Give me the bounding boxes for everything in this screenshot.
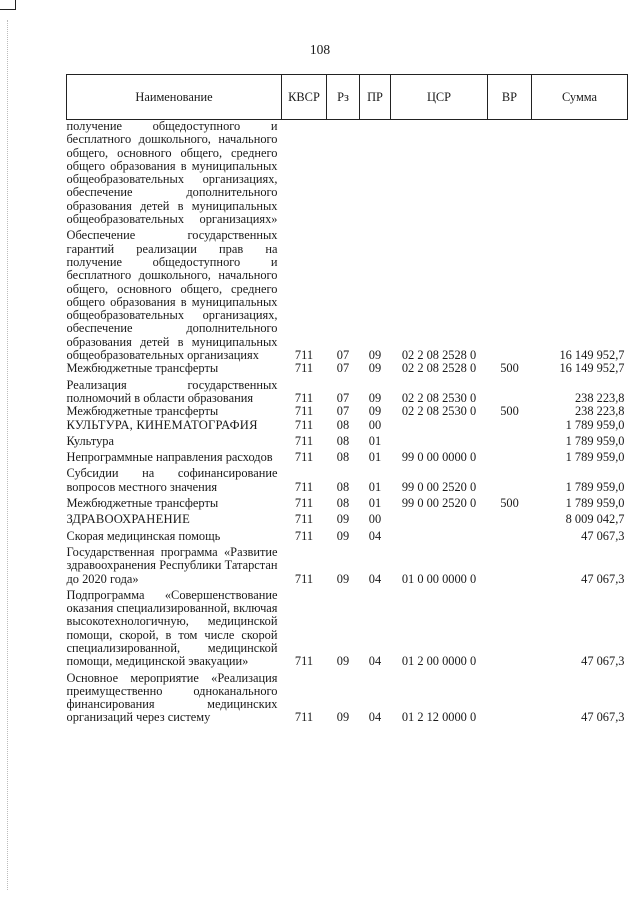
header-csr: ЦСР (391, 75, 488, 120)
row-csr (391, 527, 488, 543)
row-vr (488, 419, 532, 432)
table-row (67, 419, 628, 432)
row-sum: 1 789 959,0 (565, 450, 625, 465)
table-row (67, 432, 628, 448)
row-csr (391, 432, 488, 448)
row-csr: 02 2 08 2528 0 (401, 361, 477, 376)
table-row (67, 494, 628, 510)
row-pr: 01 (368, 450, 382, 465)
row-vr (488, 226, 532, 362)
row-pr: 04 (368, 654, 382, 669)
row-pr: 09 (368, 361, 382, 376)
row-kvsr: 711 (294, 361, 314, 376)
row-csr: 99 0 00 2520 0 (401, 479, 477, 494)
row-kvsr: 711 (294, 417, 314, 432)
row-vr (488, 527, 532, 543)
row-vr (488, 464, 532, 494)
budget-table (66, 74, 628, 725)
row-name: Государственная программа «Развитие здравоохранения Республики Татарстан до 2020 года» (66, 544, 278, 586)
row-name: Межбюджетные трансферты (66, 404, 219, 419)
row-vr (488, 376, 532, 406)
row-pr: 00 (368, 417, 382, 432)
row-pr: 04 (368, 528, 382, 543)
row-name: ЗДРАВООХРАНЕНИЕ (66, 512, 190, 527)
row-name: Межбюджетные трансферты (66, 361, 219, 376)
row-rz: 08 (336, 433, 350, 448)
row-name: Скорая медицинская помощь (66, 528, 221, 543)
table-row (67, 448, 628, 464)
row-sum: 238 223,8 (574, 390, 625, 405)
row-rz: 07 (336, 348, 350, 363)
row-sum: 16 149 952,7 (559, 361, 625, 376)
row-name: Подпрограмма «Совершенствование оказания специализированной, включая высокотехнологичную, медицинской помощи, скорой, в том числе скорой специализированной, медицинской помощи, медицинской эвакуации» (66, 587, 278, 669)
row-csr: 01 2 00 0000 0 (401, 654, 477, 669)
row-name: Субсидии на софинансирование вопросов местного значения (66, 466, 278, 494)
row-pr (360, 120, 391, 227)
row-kvsr (282, 120, 327, 227)
row-rz: 08 (336, 417, 350, 432)
row-sum: 1 789 959,0 (565, 496, 625, 511)
row-rz: 07 (336, 404, 350, 419)
row-kvsr: 711 (294, 450, 314, 465)
row-sum: 1 789 959,0 (565, 417, 625, 432)
row-vr (488, 432, 532, 448)
row-sum: 16 149 952,7 (559, 348, 625, 363)
table-header-row (67, 75, 628, 120)
row-name: Реализация государственных полномочий в области образования (66, 377, 278, 405)
row-kvsr: 711 (294, 571, 314, 586)
row-csr (391, 510, 488, 526)
row-kvsr: 711 (294, 512, 314, 527)
row-pr: 00 (368, 512, 382, 527)
row-rz: 08 (336, 450, 350, 465)
row-name: КУЛЬТУРА, КИНЕМАТОГРАФИЯ (66, 417, 258, 432)
row-pr: 01 (368, 433, 382, 448)
page-number: 108 (309, 42, 331, 57)
table-row (67, 226, 628, 362)
row-sum: 47 067,3 (581, 710, 625, 725)
table-row (67, 120, 628, 227)
table-row (67, 543, 628, 586)
row-csr (391, 419, 488, 432)
row-vr (488, 543, 532, 586)
table-row (67, 376, 628, 406)
row-vr: 500 (500, 404, 519, 419)
row-kvsr: 711 (294, 390, 314, 405)
table-row (67, 586, 628, 669)
row-rz: 08 (336, 479, 350, 494)
row-kvsr: 711 (294, 654, 314, 669)
row-sum: 8 009 042,7 (565, 512, 625, 527)
row-kvsr: 711 (294, 479, 314, 494)
row-sum: 47 067,3 (581, 654, 625, 669)
row-pr: 01 (368, 479, 382, 494)
row-csr: 02 2 08 2528 0 (401, 348, 477, 363)
row-pr: 04 (368, 710, 382, 725)
row-vr: 500 (500, 361, 519, 376)
header-rz: Рз (327, 75, 360, 120)
row-rz: 08 (336, 496, 350, 511)
row-kvsr: 711 (294, 710, 314, 725)
row-rz: 09 (336, 571, 350, 586)
row-name: Межбюджетные трансферты (66, 496, 219, 511)
row-rz: 09 (336, 512, 350, 527)
row-sum: 47 067,3 (581, 528, 625, 543)
header-pr: ПР (360, 75, 391, 120)
row-vr: 500 (500, 496, 519, 511)
row-rz: 09 (336, 710, 350, 725)
row-csr: 02 2 08 2530 0 (401, 404, 477, 419)
table-row (67, 464, 628, 494)
row-kvsr: 711 (294, 433, 314, 448)
row-csr: 02 2 08 2530 0 (401, 390, 477, 405)
row-vr (488, 120, 532, 227)
row-pr: 09 (368, 390, 382, 405)
table-row (67, 527, 628, 543)
row-name: Основное мероприятие «Реализация преимущественно одноканального финансирования медицинских организаций через систему (66, 670, 278, 725)
row-sum: 1 789 959,0 (565, 433, 625, 448)
row-name: Культура (66, 433, 114, 448)
table-row (67, 405, 628, 418)
row-rz (327, 120, 360, 227)
row-rz: 09 (336, 528, 350, 543)
row-csr: 99 0 00 0000 0 (401, 450, 477, 465)
row-csr: 01 2 12 0000 0 (401, 710, 477, 725)
row-sum: 1 789 959,0 (565, 479, 625, 494)
row-vr (488, 448, 532, 464)
row-pr: 09 (368, 404, 382, 419)
row-kvsr: 711 (294, 496, 314, 511)
row-kvsr: 711 (294, 404, 314, 419)
row-csr (391, 120, 488, 227)
row-vr (488, 510, 532, 526)
row-pr: 04 (368, 571, 382, 586)
corner-crop-mark (0, 0, 16, 10)
row-pr: 09 (368, 348, 382, 363)
row-kvsr: 711 (294, 528, 314, 543)
header-kvsr: КВСР (282, 75, 327, 120)
header-sum: Сумма (532, 75, 628, 120)
row-name: Непрограммные направления расходов (66, 450, 273, 465)
row-name: Обеспечение государственных гарантий реализации прав на получение общедоступного и бесплатного дошкольного, начального общего, основного общего, среднего общего образования в муниципальных общеобразовательных организациях, обеспечение дополнительного образования детей в муниципальных общеобразовательных организациях (66, 228, 278, 363)
row-rz: 07 (336, 390, 350, 405)
table-row (67, 669, 628, 725)
row-pr: 01 (368, 496, 382, 511)
row-vr (488, 586, 532, 669)
row-csr: 99 0 00 2520 0 (401, 496, 477, 511)
row-sum: 238 223,8 (574, 404, 625, 419)
row-sum (532, 120, 628, 227)
header-vr: ВР (488, 75, 532, 120)
table-row (67, 362, 628, 375)
row-kvsr: 711 (294, 348, 314, 363)
row-rz: 07 (336, 361, 350, 376)
row-vr (488, 669, 532, 725)
margin-dotted-line (7, 20, 8, 890)
row-rz: 09 (336, 654, 350, 669)
header-name: Наименование (67, 75, 282, 120)
row-name: получение общедоступного и бесплатного дошкольного, начального общего, основного общего, среднего общего образования в муниципальных общеобразовательных организациях, обеспечение дополнительного образования детей в муниципальных общеобразовательных организациях» (66, 119, 278, 227)
row-csr: 01 0 00 0000 0 (401, 571, 477, 586)
row-sum: 47 067,3 (581, 571, 625, 586)
table-row (67, 510, 628, 526)
